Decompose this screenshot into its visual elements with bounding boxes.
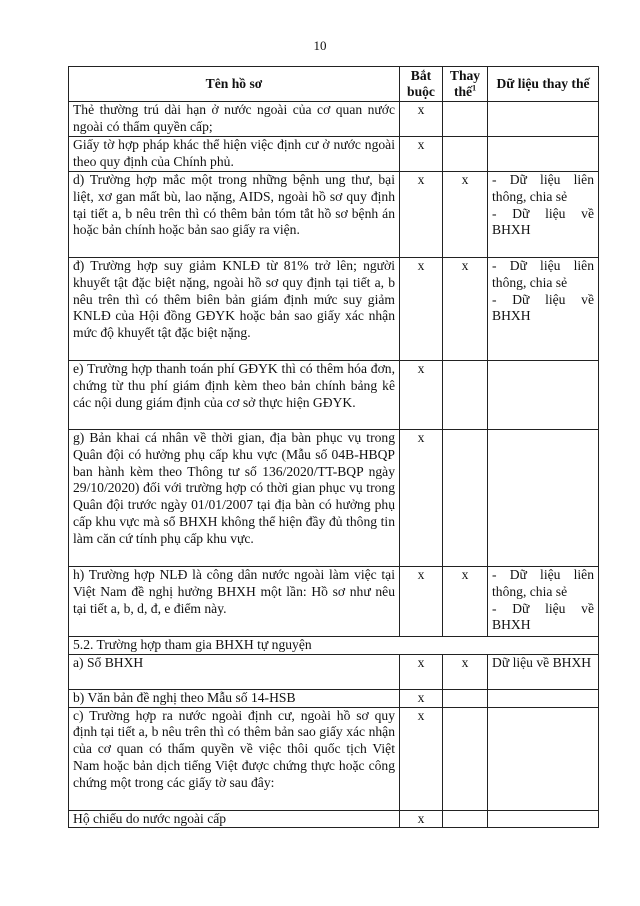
table-row	[69, 102, 599, 137]
row-replace	[443, 137, 488, 172]
row-required: x	[400, 430, 443, 567]
row-data	[488, 137, 599, 172]
table-row	[69, 172, 599, 258]
table-row	[69, 361, 599, 430]
header-replace: Thay thế$^1$	[443, 67, 488, 102]
row-replace	[443, 361, 488, 430]
row-required: x	[400, 567, 443, 637]
row-data	[488, 258, 599, 361]
row-name: a) Sổ BHXH	[69, 654, 400, 689]
row-required: x	[400, 689, 443, 707]
row-name: e) Trường hợp thanh toán phí GĐYK thì có thêm hóa đơn, chứng từ thu phí giám định kèm theo bản chính bảng kê các nội dung giám định của cơ sở thực hiện GĐYK.	[69, 361, 400, 430]
table-row	[69, 258, 599, 361]
footnote-marker: 1	[472, 83, 477, 93]
row-data	[488, 102, 599, 137]
row-name: b) Văn bản đề nghị theo Mẫu số 14-HSB	[69, 689, 400, 707]
row-name: Hộ chiếu do nước ngoài cấp	[69, 810, 400, 828]
row-name: Thẻ thường trú dài hạn ở nước ngoài của cơ quan nước ngoài có thẩm quyền cấp;	[69, 102, 400, 137]
row-data	[488, 172, 599, 258]
row-data	[488, 707, 599, 810]
table-row	[69, 654, 599, 689]
row-replace	[443, 430, 488, 567]
row-replace	[443, 810, 488, 828]
row-required: x	[400, 137, 443, 172]
row-data	[488, 430, 599, 567]
data-line: - Dữ liệu liên thông, chia sẻ	[492, 258, 594, 290]
table-header-row	[69, 67, 599, 102]
data-line: - Dữ liệu về BHXH	[492, 600, 594, 633]
row-required: x	[400, 172, 443, 258]
header-required: Bắt buộc	[400, 67, 443, 102]
row-replace: x	[443, 567, 488, 637]
row-name: h) Trường hợp NLĐ là công dân nước ngoài làm việc tại Việt Nam đề nghị hưởng BHXH một lần: Hồ sơ như nêu tại tiết a, b, d, đ, e điểm này.	[69, 567, 400, 637]
table-row	[69, 707, 599, 810]
table-row	[69, 430, 599, 567]
table-row	[69, 810, 599, 828]
table-row	[69, 137, 599, 172]
row-name: d) Trường hợp mắc một trong những bệnh ung thư, bại liệt, xơ gan mất bù, lao nặng, AIDS, ngoài hồ sơ quy định tại tiết a, b nêu trên thì có thêm bản tóm tắt hồ sơ bệnh án hoặc bản chính hoặc bản sao giấy ra viện.	[69, 172, 400, 258]
row-data	[488, 689, 599, 707]
row-required: x	[400, 654, 443, 689]
row-required: x	[400, 707, 443, 810]
data-line: - Dữ liệu liên thông, chia sẻ	[492, 567, 594, 599]
table-row	[69, 567, 599, 637]
row-data	[488, 361, 599, 430]
row-required: x	[400, 810, 443, 828]
row-required: x	[400, 361, 443, 430]
row-replace: x	[443, 654, 488, 689]
data-line: - Dữ liệu liên thông, chia sẻ	[492, 172, 594, 204]
document-table	[68, 66, 599, 828]
row-replace	[443, 707, 488, 810]
row-required: x	[400, 258, 443, 361]
row-name: đ) Trường hợp suy giảm KNLĐ từ 81% trở lên; người khuyết tật đặc biệt nặng, ngoài hồ sơ quy định tại tiết a, b nêu trên thì có thêm biên bản giám định mức suy giảm KNLĐ của Hội đồng GĐYK hoặc bản sao giấy xác nhận mức độ khuyết tật đặc biệt nặng.	[69, 258, 400, 361]
row-name: c) Trường hợp ra nước ngoài định cư, ngoài hồ sơ quy định tại tiết a, b nêu trên thì có thêm bản sao giấy xác nhận của cơ quan có thẩm quyền về việc thôi quốc tịch Việt Nam hoặc bản dịch tiếng Việt được chứng thực hoặc công chứng một trong các giấy tờ sau đây:	[69, 707, 400, 810]
row-replace: x	[443, 172, 488, 258]
page-number: 10	[313, 38, 327, 53]
row-replace: x	[443, 258, 488, 361]
table-row	[69, 689, 599, 707]
section-row	[69, 637, 599, 655]
data-line: - Dữ liệu về BHXH	[492, 291, 594, 324]
row-name: g) Bản khai cá nhân về thời gian, địa bàn phục vụ trong Quân đội có hưởng phụ cấp khu vực (Mẫu số 04B-HBQP ban hành kèm theo Thông tư số 136/2020/TT-BQP ngày 29/10/2020) đối với trường hợp có thời gian phục vụ trong Quân đội trước ngày 01/01/2007 tại địa bàn có hưởng phụ cấp khu vực mà sổ BHXH không thể hiện đầy đủ thông tin làm căn cứ tính phụ cấp khu vực.	[69, 430, 400, 567]
data-line: - Dữ liệu về BHXH	[492, 205, 594, 238]
row-replace	[443, 689, 488, 707]
header-name: Tên hồ sơ	[69, 67, 400, 102]
row-required: x	[400, 102, 443, 137]
row-replace	[443, 102, 488, 137]
header-data: Dữ liệu thay thế	[488, 67, 599, 102]
row-data	[488, 567, 599, 637]
row-name: Giấy tờ hợp pháp khác thể hiện việc định cư ở nước ngoài theo quy định của Chính phủ.	[69, 137, 400, 172]
row-data: Dữ liệu về BHXH	[488, 654, 599, 689]
section-title: 5.2. Trường hợp tham gia BHXH tự nguyện	[69, 637, 599, 655]
row-data	[488, 810, 599, 828]
